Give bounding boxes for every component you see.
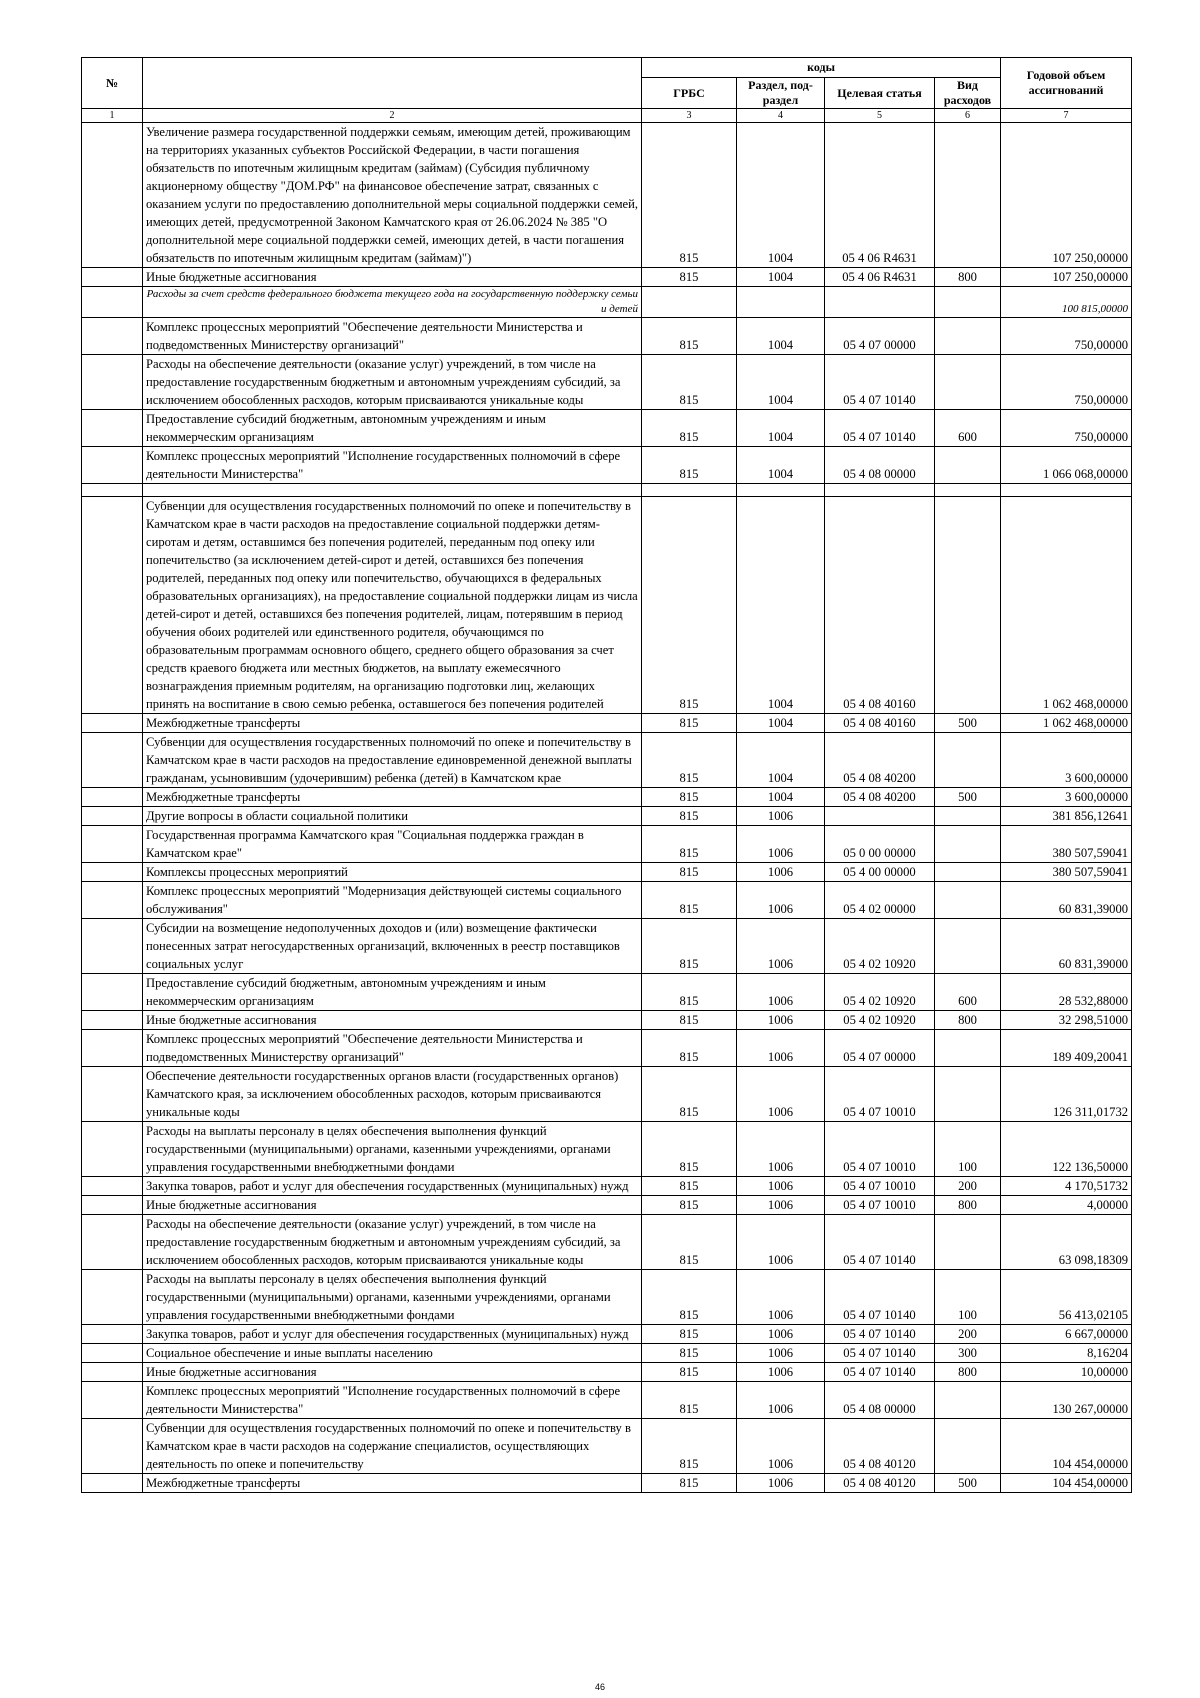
table-row <box>82 1067 1132 1122</box>
table-row <box>82 826 1132 863</box>
cell-celevaya: 05 4 06 R4631 <box>825 268 935 287</box>
cell-grbs: 815 <box>642 807 737 826</box>
page-number: 46 <box>594 1682 605 1692</box>
cell-grbs: 815 <box>642 1215 737 1270</box>
cell-sum: 380 507,59041 <box>1001 863 1132 882</box>
table-row <box>82 1270 1132 1325</box>
cell-vid: 600 <box>935 974 1001 1011</box>
cell-name: Другие вопросы в области социальной политики <box>143 807 642 826</box>
cell-celevaya: 05 4 06 R4631 <box>825 123 935 268</box>
cell-name: Межбюджетные трансферты <box>143 714 642 733</box>
cell-celevaya: 05 4 07 10010 <box>825 1196 935 1215</box>
col-no-header: № <box>82 58 143 109</box>
cell-sum: 1 066 068,00000 <box>1001 447 1132 484</box>
cell-vid: 800 <box>935 1011 1001 1030</box>
cell-grbs: 815 <box>642 826 737 863</box>
cell-name: Комплекс процессных мероприятий "Модернизация действующей системы социального обслуживания" <box>143 882 642 919</box>
cell-no <box>82 1215 143 1270</box>
cell-celevaya: 05 4 07 10140 <box>825 1215 935 1270</box>
cell-vid <box>935 733 1001 788</box>
cell-vid: 200 <box>935 1177 1001 1196</box>
cell-celevaya: 05 4 02 10920 <box>825 974 935 1011</box>
cell-grbs: 815 <box>642 123 737 268</box>
table-row <box>82 863 1132 882</box>
cell-vid: 800 <box>935 268 1001 287</box>
cell-sum: 4 170,51732 <box>1001 1177 1132 1196</box>
cell-vid: 300 <box>935 1344 1001 1363</box>
cell-grbs: 815 <box>642 447 737 484</box>
cell-grbs: 815 <box>642 1011 737 1030</box>
table-row <box>82 788 1132 807</box>
cell-razdel: 1006 <box>737 807 825 826</box>
cell-sum: 104 454,00000 <box>1001 1419 1132 1474</box>
table-row <box>82 882 1132 919</box>
cell-no <box>82 1011 143 1030</box>
cell-vid <box>935 447 1001 484</box>
cell-no <box>82 1382 143 1419</box>
table-row <box>82 355 1132 410</box>
cell-name: Иные бюджетные ассигнования <box>143 1363 642 1382</box>
cell-razdel: 1004 <box>737 123 825 268</box>
cell-name: Обеспечение деятельности государственных органов власти (государственных органов) Камчатского края, за исключением обособленных расходов, которым присваиваются уникальные коды <box>143 1067 642 1122</box>
cell-vid <box>935 497 1001 714</box>
table-row <box>82 1474 1132 1493</box>
cell-no <box>82 788 143 807</box>
table-row <box>82 268 1132 287</box>
cell-celevaya: 05 4 07 00000 <box>825 318 935 355</box>
cell-celevaya: 05 4 07 10010 <box>825 1122 935 1177</box>
cell-no <box>82 882 143 919</box>
cell-name: Закупка товаров, работ и услуг для обеспечения государственных (муниципальных) нужд <box>143 1177 642 1196</box>
spacer-cell <box>82 484 143 497</box>
cell-vid <box>935 355 1001 410</box>
codes-header: коды <box>642 58 1001 78</box>
cell-name: Комплекс процессных мероприятий "Обеспечение деятельности Министерства и подведомственных Министерству организаций" <box>143 318 642 355</box>
cell-sum: 189 409,20041 <box>1001 1030 1132 1067</box>
cell-no <box>82 1325 143 1344</box>
cell-no <box>82 355 143 410</box>
table-row <box>82 1419 1132 1474</box>
table-row <box>82 123 1132 268</box>
cell-razdel: 1004 <box>737 355 825 410</box>
cell-razdel: 1006 <box>737 1419 825 1474</box>
cell-celevaya: 05 4 07 10140 <box>825 1325 935 1344</box>
cell-grbs: 815 <box>642 882 737 919</box>
cell-celevaya <box>825 807 935 826</box>
table-row <box>82 447 1132 484</box>
cell-celevaya: 05 4 00 00000 <box>825 863 935 882</box>
cell-no <box>82 1363 143 1382</box>
cell-razdel: 1006 <box>737 1382 825 1419</box>
col-grbs-header: ГРБС <box>642 78 737 109</box>
cell-grbs: 815 <box>642 919 737 974</box>
cell-grbs: 815 <box>642 1177 737 1196</box>
cell-no <box>82 1030 143 1067</box>
table-row <box>82 1177 1132 1196</box>
col-number: 5 <box>825 109 935 123</box>
cell-name: Закупка товаров, работ и услуг для обеспечения государственных (муниципальных) нужд <box>143 1325 642 1344</box>
cell-vid <box>935 1067 1001 1122</box>
cell-name: Субвенции для осуществления государственных полномочий по опеке и попечительству в Камчатском крае в части расходов на предоставление единовременной денежной выплаты гражданам, усыновившим (удочерившим) ребенка (детей) в Камчатском крае <box>143 733 642 788</box>
cell-razdel: 1006 <box>737 1325 825 1344</box>
table-row <box>82 733 1132 788</box>
col-number: 7 <box>1001 109 1132 123</box>
spacer-cell <box>1001 484 1132 497</box>
cell-celevaya: 05 4 02 00000 <box>825 882 935 919</box>
table-row <box>82 919 1132 974</box>
cell-grbs: 815 <box>642 1474 737 1493</box>
cell-name: Расходы на выплаты персоналу в целях обеспечения выполнения функций государственными (муниципальными) органами, казенными учреждениями, органами управления государственными внебюджетными фондами <box>143 1270 642 1325</box>
cell-name: Увеличение размера государственной поддержки семьям, имеющим детей, проживающим на территориях указанных субъектов Российской Федерации, в части погашения обязательств по ипотечным жилищным кредитам (займам) (Субсидия публичному акционерному обществу "ДОМ.РФ" на финансовое обеспечение затрат, связанных с оказанием услуги по предоставлению дополнительной меры социальной поддержки семей, имеющих детей, предусмотренной Законом Камчатского края от 26.06.2024 № 385 "О дополнительной мере социальной поддержки семей, имеющих детей, в части погашения обязательств по ипотечным жилищным кредитам (займам)") <box>143 123 642 268</box>
cell-sum: 3 600,00000 <box>1001 788 1132 807</box>
cell-vid: 800 <box>935 1196 1001 1215</box>
cell-grbs: 815 <box>642 788 737 807</box>
cell-name: Субвенции для осуществления государственных полномочий по опеке и попечительству в Камчатском крае в части расходов на предоставление социальной поддержки детям-сиротам и детям, оставшимся без попечения родителей, переданным под опеку или попечительство (за исключением детей-сирот и детей, оставшихся без попечения родителей, переданных под опеку или попечительство, обучающихся в федеральных образовательных организациях), на предоставление социальной поддержки лицам из числа детей-сирот и детей, оставшихся без попечения родителей, лицам, потерявшим в период обучения обоих родителей или единственного родителя, обучающимся по образовательным программам основного общего, среднего общего образования за счет средств краевого бюджета или местных бюджетов, на выплату ежемесячного вознаграждения приемным родителям, на организацию подготовки лиц, желающих принять на воспитание в свою семью ребенка, оставшегося без попечения родителей <box>143 497 642 714</box>
cell-celevaya: 05 4 07 10140 <box>825 410 935 447</box>
cell-no <box>82 863 143 882</box>
cell-grbs: 815 <box>642 1419 737 1474</box>
cell-no <box>82 410 143 447</box>
cell-sum: 130 267,00000 <box>1001 1382 1132 1419</box>
cell-razdel: 1006 <box>737 1474 825 1493</box>
cell-sum: 750,00000 <box>1001 318 1132 355</box>
cell-grbs: 815 <box>642 863 737 882</box>
col-number: 6 <box>935 109 1001 123</box>
col-number: 4 <box>737 109 825 123</box>
table-row <box>82 318 1132 355</box>
cell-razdel: 1006 <box>737 1215 825 1270</box>
table-row <box>82 497 1132 714</box>
cell-no <box>82 826 143 863</box>
cell-sum: 28 532,88000 <box>1001 974 1132 1011</box>
col-vid-header: Вид расходов <box>935 78 1001 109</box>
cell-sum: 4,00000 <box>1001 1196 1132 1215</box>
cell-grbs: 815 <box>642 1325 737 1344</box>
cell-razdel: 1006 <box>737 826 825 863</box>
cell-sum: 380 507,59041 <box>1001 826 1132 863</box>
cell-sum: 10,00000 <box>1001 1363 1132 1382</box>
col-volume-header: Годовой объем ассигнований <box>1001 58 1132 109</box>
table-row <box>82 1196 1132 1215</box>
cell-sum: 122 136,50000 <box>1001 1122 1132 1177</box>
cell-celevaya: 05 4 02 10920 <box>825 919 935 974</box>
cell-sum: 60 831,39000 <box>1001 882 1132 919</box>
cell-grbs: 815 <box>642 1344 737 1363</box>
cell-grbs <box>642 287 737 318</box>
cell-celevaya: 05 4 08 40160 <box>825 714 935 733</box>
cell-razdel: 1006 <box>737 1030 825 1067</box>
cell-sum: 1 062 468,00000 <box>1001 714 1132 733</box>
cell-grbs: 815 <box>642 1382 737 1419</box>
cell-grbs: 815 <box>642 497 737 714</box>
spacer-cell <box>143 484 642 497</box>
cell-razdel: 1004 <box>737 318 825 355</box>
cell-name: Межбюджетные трансферты <box>143 1474 642 1493</box>
cell-sum: 104 454,00000 <box>1001 1474 1132 1493</box>
cell-celevaya: 05 4 07 10140 <box>825 1270 935 1325</box>
table-row <box>82 1011 1132 1030</box>
col-number: 2 <box>143 109 642 123</box>
cell-sum: 750,00000 <box>1001 355 1132 410</box>
table-row <box>82 1325 1132 1344</box>
cell-razdel: 1006 <box>737 919 825 974</box>
table-row <box>82 1382 1132 1419</box>
cell-grbs: 815 <box>642 1270 737 1325</box>
cell-vid: 500 <box>935 788 1001 807</box>
cell-razdel: 1006 <box>737 863 825 882</box>
table-row <box>82 714 1132 733</box>
table-row <box>82 974 1132 1011</box>
cell-razdel: 1006 <box>737 882 825 919</box>
cell-no <box>82 318 143 355</box>
table-row <box>82 410 1132 447</box>
cell-razdel: 1006 <box>737 1067 825 1122</box>
cell-celevaya: 05 4 07 10140 <box>825 355 935 410</box>
cell-name: Комплекс процессных мероприятий "Исполнение государственных полномочий в сфере деятельности Министерства" <box>143 1382 642 1419</box>
spacer-row <box>82 484 1132 497</box>
cell-no <box>82 497 143 714</box>
cell-grbs: 815 <box>642 1030 737 1067</box>
col-celevaya-header: Целевая статья <box>825 78 935 109</box>
cell-vid <box>935 1419 1001 1474</box>
cell-sum: 63 098,18309 <box>1001 1215 1132 1270</box>
table-row <box>82 807 1132 826</box>
spacer-cell <box>935 484 1001 497</box>
cell-no <box>82 919 143 974</box>
table-row <box>82 1215 1132 1270</box>
cell-name: Комплексы процессных мероприятий <box>143 863 642 882</box>
cell-name: Комплекс процессных мероприятий "Обеспечение деятельности Министерства и подведомственных Министерству организаций" <box>143 1030 642 1067</box>
cell-celevaya: 05 4 08 40200 <box>825 788 935 807</box>
cell-razdel: 1004 <box>737 497 825 714</box>
cell-celevaya: 05 4 08 40120 <box>825 1474 935 1493</box>
cell-vid <box>935 863 1001 882</box>
cell-vid <box>935 1030 1001 1067</box>
spacer-cell <box>642 484 737 497</box>
cell-sum: 8,16204 <box>1001 1344 1132 1363</box>
budget-table-page <box>81 57 1131 1493</box>
cell-name: Межбюджетные трансферты <box>143 788 642 807</box>
cell-razdel: 1006 <box>737 1177 825 1196</box>
cell-name: Предоставление субсидий бюджетным, автономным учреждениям и иным некоммерческим организациям <box>143 974 642 1011</box>
cell-vid <box>935 1382 1001 1419</box>
cell-vid <box>935 807 1001 826</box>
cell-grbs: 815 <box>642 1196 737 1215</box>
cell-sum: 32 298,51000 <box>1001 1011 1132 1030</box>
cell-sum: 381 856,12641 <box>1001 807 1132 826</box>
cell-sum: 100 815,00000 <box>1001 287 1132 318</box>
cell-sum: 750,00000 <box>1001 410 1132 447</box>
cell-celevaya: 05 4 08 00000 <box>825 1382 935 1419</box>
cell-name: Иные бюджетные ассигнования <box>143 1011 642 1030</box>
spacer-cell <box>737 484 825 497</box>
cell-celevaya: 05 4 07 10010 <box>825 1177 935 1196</box>
cell-vid <box>935 123 1001 268</box>
table-row <box>82 1030 1132 1067</box>
spacer-cell <box>825 484 935 497</box>
cell-vid <box>935 1215 1001 1270</box>
cell-no <box>82 1067 143 1122</box>
cell-no <box>82 1474 143 1493</box>
cell-no <box>82 1344 143 1363</box>
cell-grbs: 815 <box>642 268 737 287</box>
cell-name: Иные бюджетные ассигнования <box>143 268 642 287</box>
cell-no <box>82 447 143 484</box>
col-name-header <box>143 58 642 109</box>
cell-grbs: 815 <box>642 1122 737 1177</box>
cell-grbs: 815 <box>642 318 737 355</box>
col-number: 1 <box>82 109 143 123</box>
cell-name: Субсидии на возмещение недополученных доходов и (или) возмещение фактически понесенных затрат негосударственных организаций, включенных в реестр поставщиков социальных услуг <box>143 919 642 974</box>
cell-name: Расходы на обеспечение деятельности (оказание услуг) учреждений, в том числе на предоставление государственным бюджетным и автономным учреждениям субсидий, за исключением обособленных расходов, которым присваиваются уникальные коды <box>143 355 642 410</box>
cell-vid <box>935 826 1001 863</box>
cell-celevaya: 05 4 07 10140 <box>825 1344 935 1363</box>
cell-grbs: 815 <box>642 355 737 410</box>
cell-grbs: 815 <box>642 974 737 1011</box>
cell-razdel: 1006 <box>737 974 825 1011</box>
cell-no <box>82 1419 143 1474</box>
cell-sum: 107 250,00000 <box>1001 123 1132 268</box>
cell-no <box>82 714 143 733</box>
cell-celevaya: 05 4 02 10920 <box>825 1011 935 1030</box>
cell-sum: 1 062 468,00000 <box>1001 497 1132 714</box>
cell-grbs: 815 <box>642 1067 737 1122</box>
cell-razdel: 1006 <box>737 1196 825 1215</box>
col-razdel-header: Раздел, под-раздел <box>737 78 825 109</box>
cell-no <box>82 807 143 826</box>
cell-celevaya: 05 4 08 40200 <box>825 733 935 788</box>
cell-razdel: 1004 <box>737 714 825 733</box>
cell-razdel: 1006 <box>737 1011 825 1030</box>
cell-vid: 500 <box>935 714 1001 733</box>
cell-celevaya: 05 4 08 40160 <box>825 497 935 714</box>
table-row <box>82 287 1132 318</box>
cell-celevaya: 05 0 00 00000 <box>825 826 935 863</box>
cell-vid <box>935 287 1001 318</box>
cell-sum: 60 831,39000 <box>1001 919 1132 974</box>
cell-name: Иные бюджетные ассигнования <box>143 1196 642 1215</box>
cell-sum: 107 250,00000 <box>1001 268 1132 287</box>
cell-grbs: 815 <box>642 410 737 447</box>
cell-celevaya: 05 4 07 10010 <box>825 1067 935 1122</box>
col-number: 3 <box>642 109 737 123</box>
cell-razdel: 1004 <box>737 788 825 807</box>
cell-no <box>82 287 143 318</box>
cell-razdel: 1006 <box>737 1363 825 1382</box>
cell-grbs: 815 <box>642 714 737 733</box>
cell-celevaya <box>825 287 935 318</box>
cell-razdel: 1006 <box>737 1270 825 1325</box>
cell-vid <box>935 882 1001 919</box>
cell-razdel: 1004 <box>737 410 825 447</box>
cell-grbs: 815 <box>642 733 737 788</box>
cell-celevaya: 05 4 08 00000 <box>825 447 935 484</box>
cell-name: Расходы на выплаты персоналу в целях обеспечения выполнения функций государственными (муниципальными) органами, казенными учреждениями, органами управления государственными внебюджетными фондами <box>143 1122 642 1177</box>
cell-sum: 56 413,02105 <box>1001 1270 1132 1325</box>
cell-vid: 800 <box>935 1363 1001 1382</box>
cell-no <box>82 733 143 788</box>
table-body <box>82 123 1132 1493</box>
cell-razdel: 1004 <box>737 733 825 788</box>
cell-vid: 200 <box>935 1325 1001 1344</box>
cell-name: Государственная программа Камчатского края "Социальная поддержка граждан в Камчатском крае" <box>143 826 642 863</box>
cell-sum: 6 667,00000 <box>1001 1325 1132 1344</box>
cell-no <box>82 1196 143 1215</box>
cell-razdel <box>737 287 825 318</box>
cell-celevaya: 05 4 08 40120 <box>825 1419 935 1474</box>
cell-no <box>82 1122 143 1177</box>
cell-razdel: 1006 <box>737 1122 825 1177</box>
cell-vid: 100 <box>935 1270 1001 1325</box>
cell-razdel: 1006 <box>737 1344 825 1363</box>
budget-table <box>81 57 1132 1493</box>
table-row <box>82 1363 1132 1382</box>
cell-vid <box>935 919 1001 974</box>
cell-name: Социальное обеспечение и иные выплаты населению <box>143 1344 642 1363</box>
cell-no <box>82 1177 143 1196</box>
cell-name: Расходы за счет средств федерального бюджета текущего года на государственную поддержку семьи и детей <box>143 287 642 318</box>
cell-name: Расходы на обеспечение деятельности (оказание услуг) учреждений, в том числе на предоставление государственным бюджетным и автономным учреждениям субсидий, за исключением обособленных расходов, которым присваиваются уникальные коды <box>143 1215 642 1270</box>
cell-no <box>82 123 143 268</box>
cell-razdel: 1004 <box>737 447 825 484</box>
table-row <box>82 1122 1132 1177</box>
cell-sum: 126 311,01732 <box>1001 1067 1132 1122</box>
cell-no <box>82 268 143 287</box>
cell-razdel: 1004 <box>737 268 825 287</box>
cell-no <box>82 974 143 1011</box>
cell-vid: 500 <box>935 1474 1001 1493</box>
cell-name: Субвенции для осуществления государственных полномочий по опеке и попечительству в Камчатском крае в части расходов на содержание специалистов, осуществляющих деятельность по опеке и попечительству <box>143 1419 642 1474</box>
cell-vid <box>935 318 1001 355</box>
cell-grbs: 815 <box>642 1363 737 1382</box>
cell-name: Комплекс процессных мероприятий "Исполнение государственных полномочий в сфере деятельности Министерства" <box>143 447 642 484</box>
cell-name: Предоставление субсидий бюджетным, автономным учреждениям и иным некоммерческим организациям <box>143 410 642 447</box>
cell-celevaya: 05 4 07 00000 <box>825 1030 935 1067</box>
cell-vid: 100 <box>935 1122 1001 1177</box>
cell-celevaya: 05 4 07 10140 <box>825 1363 935 1382</box>
cell-sum: 3 600,00000 <box>1001 733 1132 788</box>
table-row <box>82 1344 1132 1363</box>
cell-vid: 600 <box>935 410 1001 447</box>
cell-no <box>82 1270 143 1325</box>
